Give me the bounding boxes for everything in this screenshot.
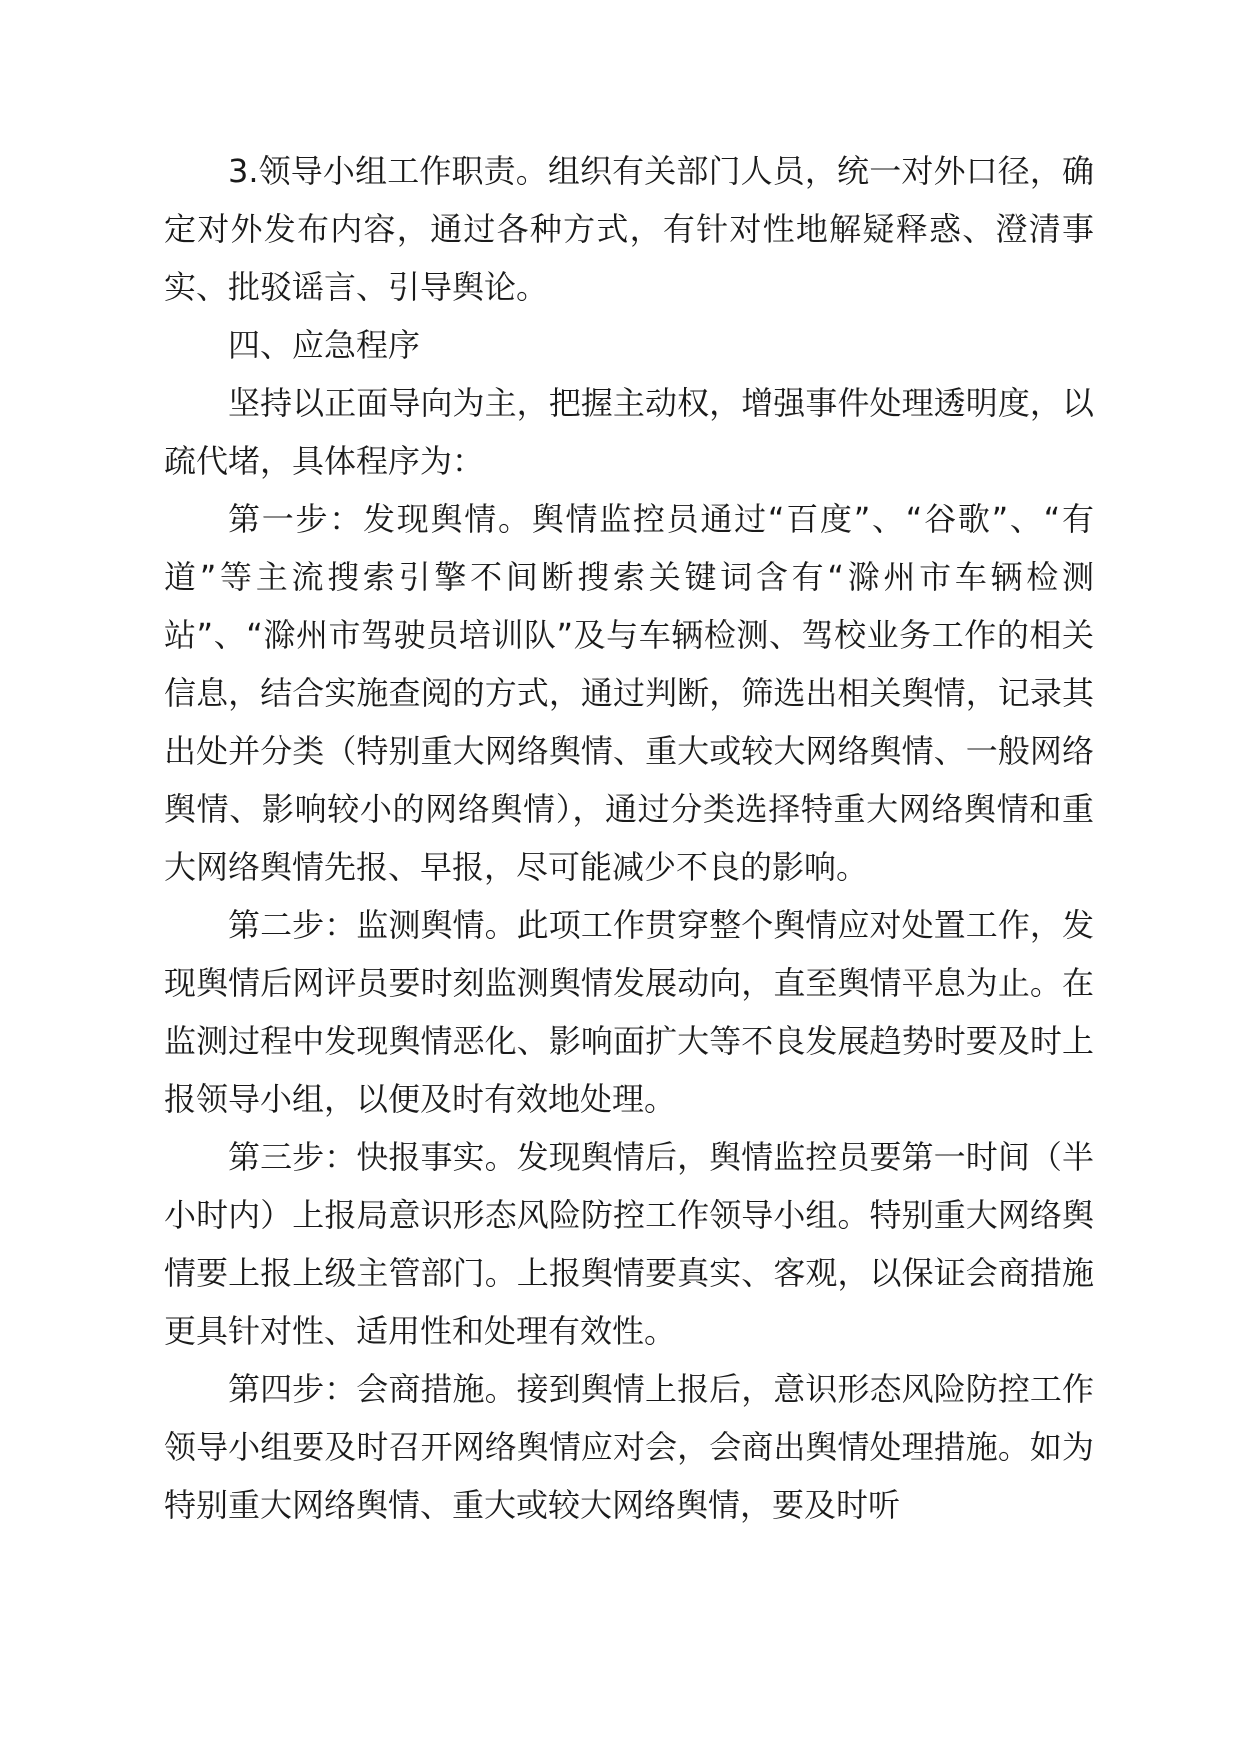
paragraph-step-two: 第二步：监测舆情。此项工作贯穿整个舆情应对处置工作，发现舆情后网评员要时刻监测舆情发展动向，直至舆情平息为止。在监测过程中发现舆情恶化、影响面扩大等不良发展趋势时要及时上报领导小组，以便及时有效地处理。 (164, 906, 1094, 1118)
paragraph-step-one: 第一步：发现舆情。舆情监控员通过“百度”、“谷歌”、“有道”等主流搜索引擎不间断搜索关键词含有“滁州市车辆检测站”、“滁州市驾驶员培训队”及与车辆检测、驾校业务工作的相关信息，结合实施查阅的方式，通过判断，筛选出相关舆情，记录其出处并分类（特别重大网络舆情、重大或较大网络舆情、一般网络舆情、影响较小的网络舆情），通过分类选择特重大网络舆情和重大网络舆情先报、早报，尽可能减少不良的影响。 (164, 500, 1094, 886)
document-body (164, 142, 1094, 1534)
paragraph-step-four: 第四步：会商措施。接到舆情上报后，意识形态风险防控工作领导小组要及时召开网络舆情应对会，会商出舆情处理措施。如为特别重大网络舆情、重大或较大网络舆情，要及时听 (164, 1370, 1094, 1524)
paragraph-procedure-intro: 坚持以正面导向为主，把握主动权，增强事件处理透明度，以疏代堵，具体程序为： (164, 384, 1094, 480)
paragraph-step-three: 第三步：快报事实。发现舆情后，舆情监控员要第一时间（半小时内）上报局意识形态风险防控工作领导小组。特别重大网络舆情要上报上级主管部门。上报舆情要真实、客观，以保证会商措施更具针对性、适用性和处理有效性。 (164, 1138, 1094, 1350)
paragraph-leadership-duties: 3.领导小组工作职责。组织有关部门人员，统一对外口径，确定对外发布内容，通过各种方式，有针对性地解疑释惑、澄清事实、批驳谣言、引导舆论。 (164, 152, 1094, 306)
section-heading-emergency-procedure: 四、应急程序 (228, 326, 421, 364)
